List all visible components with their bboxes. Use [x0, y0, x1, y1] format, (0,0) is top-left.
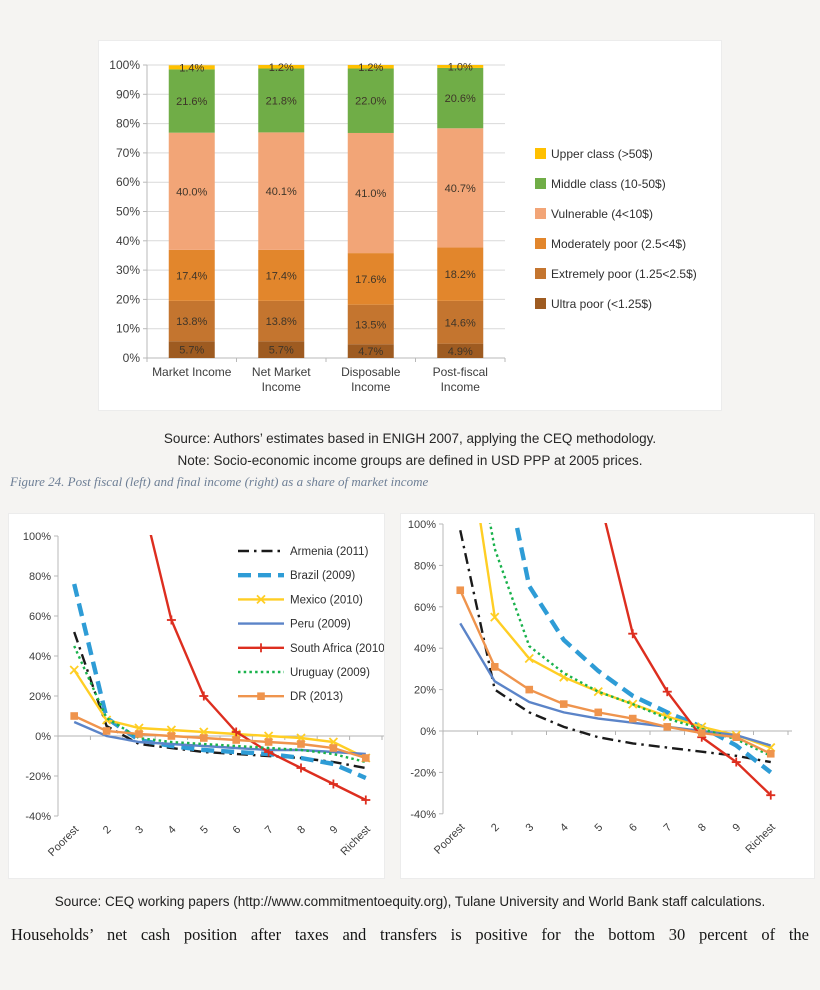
- svg-text:13.5%: 13.5%: [355, 319, 387, 332]
- svg-text:0%: 0%: [35, 731, 51, 743]
- final-income-line-chart: [400, 513, 815, 879]
- body-paragraph: Households’ net cash position after taxes and transfers is positive for the bottom 30 percent of the: [11, 925, 809, 944]
- series-line: [460, 513, 771, 748]
- svg-text:5: 5: [592, 821, 606, 835]
- svg-text:41.0%: 41.0%: [355, 188, 387, 201]
- top-chart-source-note: [0, 428, 820, 471]
- svg-text:20%: 20%: [115, 292, 140, 307]
- bar-chart-legend: [535, 147, 697, 311]
- svg-text:4.7%: 4.7%: [358, 346, 384, 359]
- svg-text:0%: 0%: [420, 726, 436, 738]
- post-fiscal-line-chart-panel: [8, 513, 385, 879]
- svg-text:Post-fiscal: Post-fiscal: [432, 365, 488, 379]
- square-marker: [168, 732, 176, 740]
- svg-text:Extremely poor (1.25<2.5$): Extremely poor (1.25<2.5$): [551, 267, 697, 281]
- svg-text:7: 7: [262, 823, 276, 837]
- svg-text:50%: 50%: [115, 204, 140, 219]
- square-marker: [330, 744, 338, 752]
- square-marker: [732, 733, 740, 741]
- svg-text:Upper class (>50$): Upper class (>50$): [551, 147, 653, 161]
- svg-text:Income: Income: [351, 380, 391, 394]
- stacked-bar-chart-panel: [98, 40, 722, 411]
- svg-text:100%: 100%: [22, 531, 51, 543]
- svg-text:1.2%: 1.2%: [268, 61, 294, 74]
- series-line: [74, 646, 366, 762]
- svg-text:60%: 60%: [28, 611, 51, 623]
- svg-text:8: 8: [295, 823, 309, 837]
- bottom-source-note: Source: CEQ working papers (http://www.commitmentoequity.org), Tulane University and World Bank staff calculations.: [54, 894, 766, 909]
- svg-text:4: 4: [558, 821, 571, 835]
- svg-text:22.0%: 22.0%: [355, 95, 387, 108]
- series-line: [74, 584, 366, 778]
- line-chart-axes: [408, 519, 792, 857]
- svg-text:13.8%: 13.8%: [265, 316, 297, 329]
- square-marker: [362, 754, 370, 762]
- svg-text:Middle class (10-50$): Middle class (10-50$): [551, 177, 666, 191]
- svg-text:21.6%: 21.6%: [176, 96, 208, 109]
- svg-text:14.6%: 14.6%: [444, 317, 476, 330]
- svg-text:DR (2013): DR (2013): [290, 691, 344, 704]
- series-line: [460, 590, 771, 754]
- svg-text:21.8%: 21.8%: [265, 95, 297, 108]
- square-marker: [257, 692, 265, 700]
- series-line: [460, 513, 771, 795]
- svg-text:Richest: Richest: [743, 821, 778, 856]
- svg-text:6: 6: [627, 821, 640, 835]
- svg-text:Net Market: Net Market: [251, 365, 311, 379]
- svg-text:90%: 90%: [115, 87, 140, 102]
- square-marker: [767, 750, 775, 758]
- svg-text:20.6%: 20.6%: [444, 93, 476, 106]
- square-marker: [265, 738, 273, 746]
- svg-text:100%: 100%: [407, 519, 436, 531]
- square-marker: [297, 740, 305, 748]
- svg-text:9: 9: [327, 823, 341, 837]
- legend-swatch: [535, 208, 546, 219]
- svg-text:6: 6: [230, 823, 244, 837]
- square-marker: [232, 736, 240, 744]
- svg-text:17.4%: 17.4%: [176, 270, 208, 283]
- svg-text:5: 5: [198, 823, 211, 837]
- source-line: Source: Authors’ estimates based in ENIGH 2007, applying the CEQ methodology.: [163, 431, 657, 446]
- square-marker: [663, 723, 671, 731]
- svg-text:20%: 20%: [413, 684, 436, 697]
- income-groups-stacked-bar-chart: [98, 40, 722, 411]
- bar-chart-plot: [109, 58, 505, 394]
- svg-text:70%: 70%: [115, 145, 140, 160]
- square-marker: [456, 586, 464, 594]
- svg-text:1.0%: 1.0%: [447, 61, 473, 74]
- svg-text:18.2%: 18.2%: [444, 269, 476, 282]
- svg-text:80%: 80%: [413, 560, 436, 573]
- series-line: [460, 513, 771, 756]
- svg-text:3: 3: [523, 821, 537, 835]
- svg-text:40%: 40%: [28, 651, 51, 663]
- square-marker: [698, 729, 706, 737]
- legend-swatch: [535, 148, 546, 159]
- square-marker: [525, 686, 533, 694]
- svg-text:4: 4: [165, 823, 179, 837]
- svg-text:2: 2: [489, 821, 502, 835]
- svg-text:40%: 40%: [115, 233, 140, 248]
- final-income-line-chart-panel: [400, 513, 815, 879]
- svg-text:Mexico (2010): Mexico (2010): [290, 594, 363, 607]
- legend-swatch: [535, 298, 546, 309]
- square-marker: [135, 730, 143, 738]
- svg-text:-40%: -40%: [25, 811, 51, 823]
- legend-swatch: [535, 268, 546, 279]
- svg-text:30%: 30%: [115, 263, 140, 278]
- svg-text:Vulnerable (4<10$): Vulnerable (4<10$): [551, 207, 653, 221]
- square-marker: [200, 734, 208, 742]
- svg-text:Poorest: Poorest: [46, 823, 82, 859]
- square-marker: [70, 712, 78, 720]
- square-marker: [491, 663, 499, 671]
- svg-text:80%: 80%: [28, 571, 51, 583]
- svg-text:40.7%: 40.7%: [444, 182, 476, 195]
- svg-text:-20%: -20%: [410, 767, 436, 780]
- svg-text:-40%: -40%: [410, 808, 436, 821]
- svg-text:Brazil (2009): Brazil (2009): [290, 570, 356, 583]
- square-marker: [594, 709, 602, 717]
- svg-text:1.2%: 1.2%: [358, 61, 384, 74]
- svg-text:8: 8: [696, 821, 709, 835]
- square-marker: [629, 715, 637, 723]
- svg-text:100%: 100%: [109, 58, 140, 72]
- svg-text:17.6%: 17.6%: [355, 273, 387, 286]
- svg-text:60%: 60%: [115, 175, 140, 190]
- svg-text:1.4%: 1.4%: [179, 62, 205, 75]
- square-marker: [560, 700, 568, 708]
- svg-text:South Africa (2010): South Africa (2010): [290, 642, 385, 655]
- post-fiscal-income-line-chart: [8, 513, 385, 879]
- svg-text:10%: 10%: [115, 321, 140, 336]
- svg-text:Disposable: Disposable: [341, 365, 401, 379]
- svg-text:Moderately poor (2.5<4$): Moderately poor (2.5<4$): [551, 237, 687, 251]
- series-lines: [456, 513, 776, 800]
- svg-text:5.7%: 5.7%: [179, 344, 205, 357]
- note-line: Note: Socio-economic income groups are defined in USD PPP at 2005 prices.: [177, 452, 643, 468]
- svg-text:Uruguay (2009): Uruguay (2009): [290, 667, 370, 679]
- svg-text:Ultra poor (<1.25$): Ultra poor (<1.25$): [551, 297, 653, 311]
- svg-text:Poorest: Poorest: [432, 821, 468, 857]
- svg-text:5.7%: 5.7%: [268, 344, 294, 357]
- svg-text:Income: Income: [440, 380, 480, 394]
- square-marker: [103, 727, 111, 735]
- svg-text:80%: 80%: [115, 116, 140, 131]
- svg-text:0%: 0%: [122, 351, 140, 365]
- svg-text:4.9%: 4.9%: [447, 345, 473, 358]
- figure-caption: Figure 24. Post fiscal (left) and final income (right) as a share of market income: [10, 474, 429, 489]
- legend-swatch: [535, 238, 546, 249]
- svg-text:Market Income: Market Income: [152, 365, 232, 379]
- svg-text:9: 9: [730, 821, 744, 835]
- svg-text:2: 2: [100, 823, 114, 837]
- svg-text:40.1%: 40.1%: [265, 186, 297, 199]
- svg-text:13.8%: 13.8%: [176, 316, 208, 329]
- legend-swatch: [535, 178, 546, 189]
- svg-text:60%: 60%: [413, 601, 436, 614]
- svg-text:Armenia (2011): Armenia (2011): [290, 546, 369, 558]
- svg-text:40%: 40%: [413, 643, 436, 656]
- svg-text:7: 7: [661, 821, 675, 835]
- svg-text:20%: 20%: [28, 691, 51, 703]
- svg-text:Richest: Richest: [338, 823, 373, 859]
- svg-text:-20%: -20%: [25, 771, 51, 783]
- svg-text:40.0%: 40.0%: [176, 186, 208, 199]
- svg-text:Peru (2009): Peru (2009): [290, 618, 351, 631]
- svg-text:3: 3: [133, 823, 147, 837]
- line-chart-legend: [238, 546, 385, 703]
- svg-text:17.4%: 17.4%: [265, 270, 297, 283]
- svg-text:Income: Income: [261, 380, 301, 394]
